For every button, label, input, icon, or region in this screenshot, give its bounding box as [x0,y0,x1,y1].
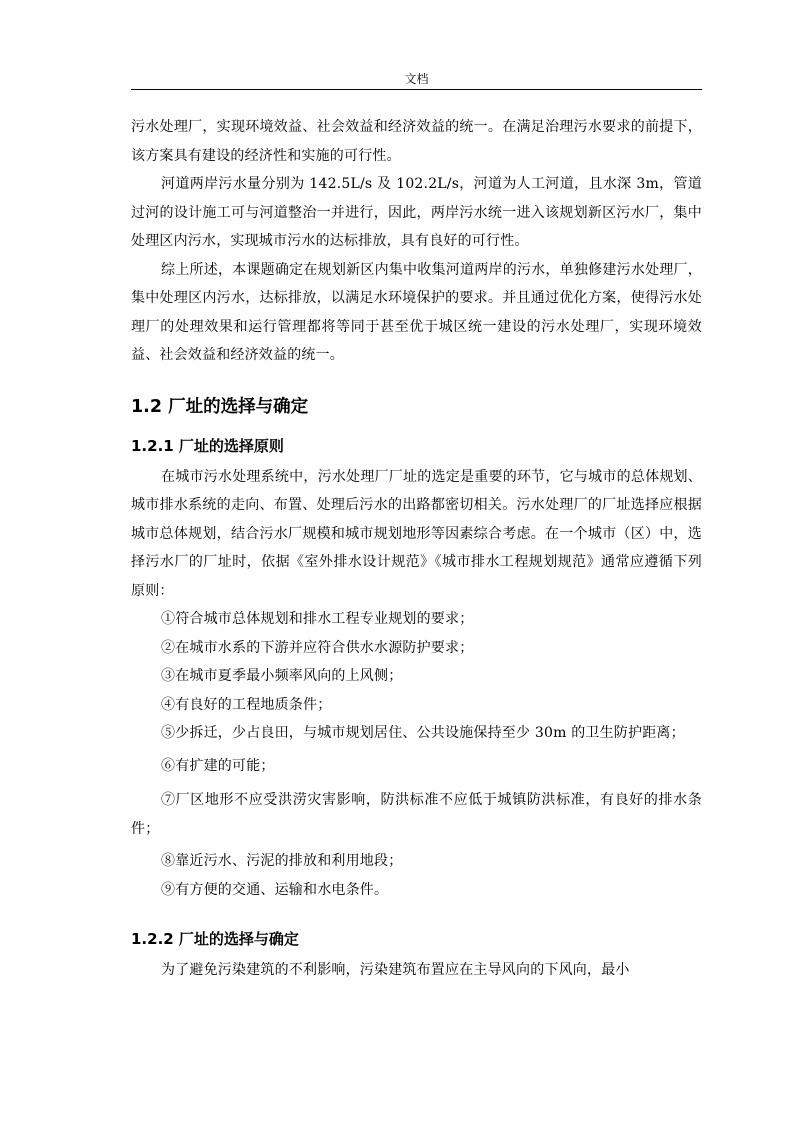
list-item: ③在城市夏季最小频率风向的上风侧； [161,668,403,684]
list-item: ⑧靠近污水、污泥的排放和利用地段； [161,853,403,869]
section-heading-1-2: 1.2 厂址的选择与确定 [131,396,309,417]
paragraph-river-flow: 河道两岸污水量分别为 142.5L/s 及 102.2L/s，河道为人工河道，且水深 3m，管道过河的设计施工可与河道整治一并进行，因此，两岸污水统一进入该规划新区污水厂，集中处理区内污水，实现城市污水的达标排放，具有良好的可行性。 [131,176,702,249]
principles-list [131,605,702,904]
list-item: ⑨有方便的交通、运输和水电条件。 [161,881,389,898]
list-item: ②在城市水系的下游并应符合供水水源防护要求； [161,639,474,656]
list-item: ⑥有扩建的可能； [161,757,275,774]
section-heading-1-2-1: 1.2.1 厂址的选择原则 [131,436,284,455]
list-item: ①符合城市总体规划和排水工程专业规划的要求； [161,611,474,627]
page-body [131,113,702,985]
list-item: ⑦厂区地形不应受洪涝灾害影响，防洪标准不应低于城镇防洪标准，有良好的排水条件； [131,792,702,837]
paragraph-site-principles-intro: 在城市污水处理系统中，污水处理厂厂址的选定是重要的环节，它与城市的总体规划、城市排水系统的走向、布置、处理后污水的出路都密切相关。污水处理厂的厂址选择应根据城市总体规划，结合污水厂规模和城市规划地形等因素综合考虑。在一个城市（区）中，选择污水厂的厂址时，依据《室外排水设计规范》《城市排水工程规划规范》通常应遵循下列原则： [131,468,702,599]
header-divider [131,89,702,90]
list-item: ⑤少拆迁，少占良田，与城市规划居住、公共设施保持至少 30m 的卫生防护距离； [161,725,685,741]
paragraph-continued: 污水处理厂，实现环境效益、社会效益和经济效益的统一。在满足治理污水要求的前提下，该方案具有建设的经济性和实施的可行性。 [131,119,702,164]
section-heading-1-2-2: 1.2.2 厂址的选择与确定 [131,930,299,948]
page-header-title: 文档 [404,72,429,86]
paragraph-site-selection-intro: 为了避免污染建筑的不利影响，污染建筑布置应在主导风向的下风向，最小 [161,962,630,978]
list-item: ④有良好的工程地质条件； [161,696,332,713]
paragraph-summary: 综上所述，本课题确定在规划新区内集中收集河道两岸的污水，单独修建污水处理厂，集中处理区内污水，达标排放，以满足水环境保护的要求。并且通过优化方案，使得污水处理厂的处理效果和运行管理都将等同于甚至优于城区统一建设的污水处理厂，实现环境效益、社会效益和经济效益的统一。 [131,261,702,363]
